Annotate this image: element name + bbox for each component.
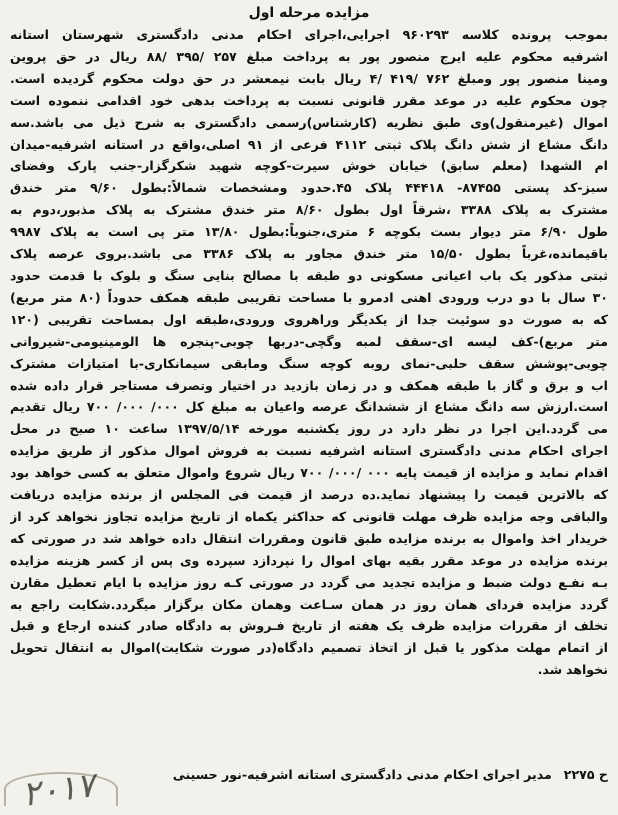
notice-line: دانگ مشاع از شش دانگ پلاک ثبتی ۴۱۱۲ فرعی از ۹۱ اصلی،واقع در استانه اشرفیه-میدان: [10, 136, 608, 152]
footer-signature: مدیر اجرای احکام مدنی دادگستری استانه اشرفیه-نور حسینی: [172, 767, 552, 782]
notice-line: اجرای احکام مدنی دادگستری استانه اشرفیه نسبت به فروش اموال مذکور از طریق مزایده: [10, 443, 608, 459]
notice-line: چون محکوم علیه در موعد مقرر قانونی نسبت به پرداخت بدهی خود اقدامی ننموده است: [10, 92, 608, 108]
notice-line: نخواهد شد.: [537, 662, 608, 678]
notice-line: که بالاترین قیمت را پیشنهاد نماید.ده درصد از قیمت فی المجلس از برنده مزایده دریافت: [10, 487, 608, 503]
notice-line: تخلف از مقررات مزایده ظرف یک هفته از تاریخ فـروش به دادگاه صادر کننده ارجاع و قبل: [10, 618, 608, 634]
notice-line: متر مربع)-کف لیسه ای-سقف لمبه وگچی-دربها چوبی-پنجره ها الومینیومی-شیروانی: [10, 333, 608, 349]
footer-code: ح ۲۲۷۵: [563, 767, 608, 782]
notice-line: سبز-کد پستی ۸۷۴۵۵- ۴۴۴۱۸ پلاک ۴۵.حدود ومشخصات شمالاً:بطول ۹/۶۰ متر خندق: [10, 180, 608, 196]
notice-line: مشترک به پلاک ۳۳۸۸ ،شرقاً اول بطول ۸/۶۰ متر خندق مشترک به پلاک مذبور،دوم به: [10, 202, 608, 218]
notice-line: باقیمانده،غرباً بطول ۱۵/۵۰ متر خندق مجاور به پلاک ۳۳۸۶ می باشد.بروی عرصه پلاک: [10, 246, 608, 262]
handwritten-mark: ۲۰۱۷: [19, 765, 98, 815]
notice-line: اقدام نماید و مزایده از قیمت پایه ۰۰۰ /۰۰۰/ ۷۰۰ ریال شروع واموال متعلق به کسی خواهد بود: [10, 465, 608, 481]
notice-body: [10, 24, 608, 681]
notice-line: والباقی وجه مزایده ظرف مهلت قانونی که حداکثر یکماه از تاریخ مزایده تجاوز نخواهد کرد از: [10, 508, 608, 524]
auction-notice: [10, 4, 608, 681]
notice-line: ۳۰ سال با دو درب ورودی اهنی ادمرو با مساحت تقریبی طبقه همکف حدوداً (۸۰ متر مربع): [10, 289, 608, 305]
notice-line: می گردد.این اجرا در نظر دارد در روز یکشنبه مورخه ۱۳۹۷/۵/۱۴ ساعت ۱۰ صبح در محل: [10, 421, 608, 437]
notice-line: برنده مزایده در موعد مقرر بقیه بهای اموال را نپردازد سپرده وی پس از کسر هزینه مزایده: [10, 552, 608, 568]
notice-line: که به صورت دو سوئیت جدا از یکدیگر وراهروی ورودی،طبقه اول بمساحت تقریبی (۱۲۰: [10, 311, 608, 327]
notice-line: بـه نفـع دولت ضبط و مزایده تجدید می گردد در صورتی کـه روز مزایده با ایام تعطیل مقارن: [10, 574, 608, 590]
notice-line: اشرفیه محکوم علیه ایرج منصور پور به پرداخت مبلغ ۲۵۷ /۳۹۵ /۸۸ ریال در حق پروین: [10, 48, 608, 64]
notice-line: بموجب پرونده کلاسه ۹۶۰۲۹۳ اجرایی،اجرای احکام مدنی دادگستری شهرستان استانه: [10, 27, 608, 42]
notice-line: ام الشهدا (معلم سابق) خیابان خوش سیرت-کوچه شهید شکرگزار-جنب پارک وفضای: [10, 158, 608, 174]
notice-line: از اتمام مهلت مذکور یا قبل از اتخاذ تصمیم دادگاه(در صورت شکایت)اموال به انتقال تحویل: [10, 640, 608, 656]
notice-line: است.ارزش سه دانگ مشاع از ششدانگ عرصه واعیان به مبلغ کل ۰۰۰/ ۰۰۰/ ۷۰۰ ریال تقدیم: [10, 399, 608, 415]
notice-line: ومینا منصور پور ومبلغ ۷۶۲ /۴۱۹ /۴ ریال بابت نیمعشر در حق دولت محکوم گردیده است.: [10, 70, 608, 86]
notice-line: چوبی-پوشش سقف حلبی-نمای روبه کوچه سنگ ومابقی سیمانکاری-با امتیازات مشترک: [10, 355, 608, 371]
notice-line: ثبتی مذکور یک باب اعیانی مسکونی دو طبقه با مصالح بنایی سنگ و بلوک با قدمت حدود: [10, 267, 608, 283]
notice-line: خریدار اخذ واموال به برنده مزایده طبق قانون ومقررات انتقال داده خواهد شد در صورتی که: [10, 530, 608, 546]
notice-line: اب و برق و گاز با طبقه همکف و در زمان بازدید در اختیار وتصرف مستاجر قرار داده شده: [10, 377, 608, 393]
notice-line: گردد مزایده فردای همان روز در همان سـاعت وهمان مکان برگزار میگردد.شکایت راجع به: [10, 596, 608, 612]
notice-line: طول ۶/۹۰ متر دیوار بست بکوچه ۶ متری،جنوباً:بطول ۱۳/۸۰ متر پی است به پلاک ۹۹۸۷: [10, 224, 608, 240]
notice-title: مزایده مرحله اول: [248, 5, 370, 21]
notice-line: اموال (غیرمنقول)وی طبق نظریه (کارشناس)رسمی دادگستری به شرح ذیل می باشد.سه: [10, 114, 608, 130]
